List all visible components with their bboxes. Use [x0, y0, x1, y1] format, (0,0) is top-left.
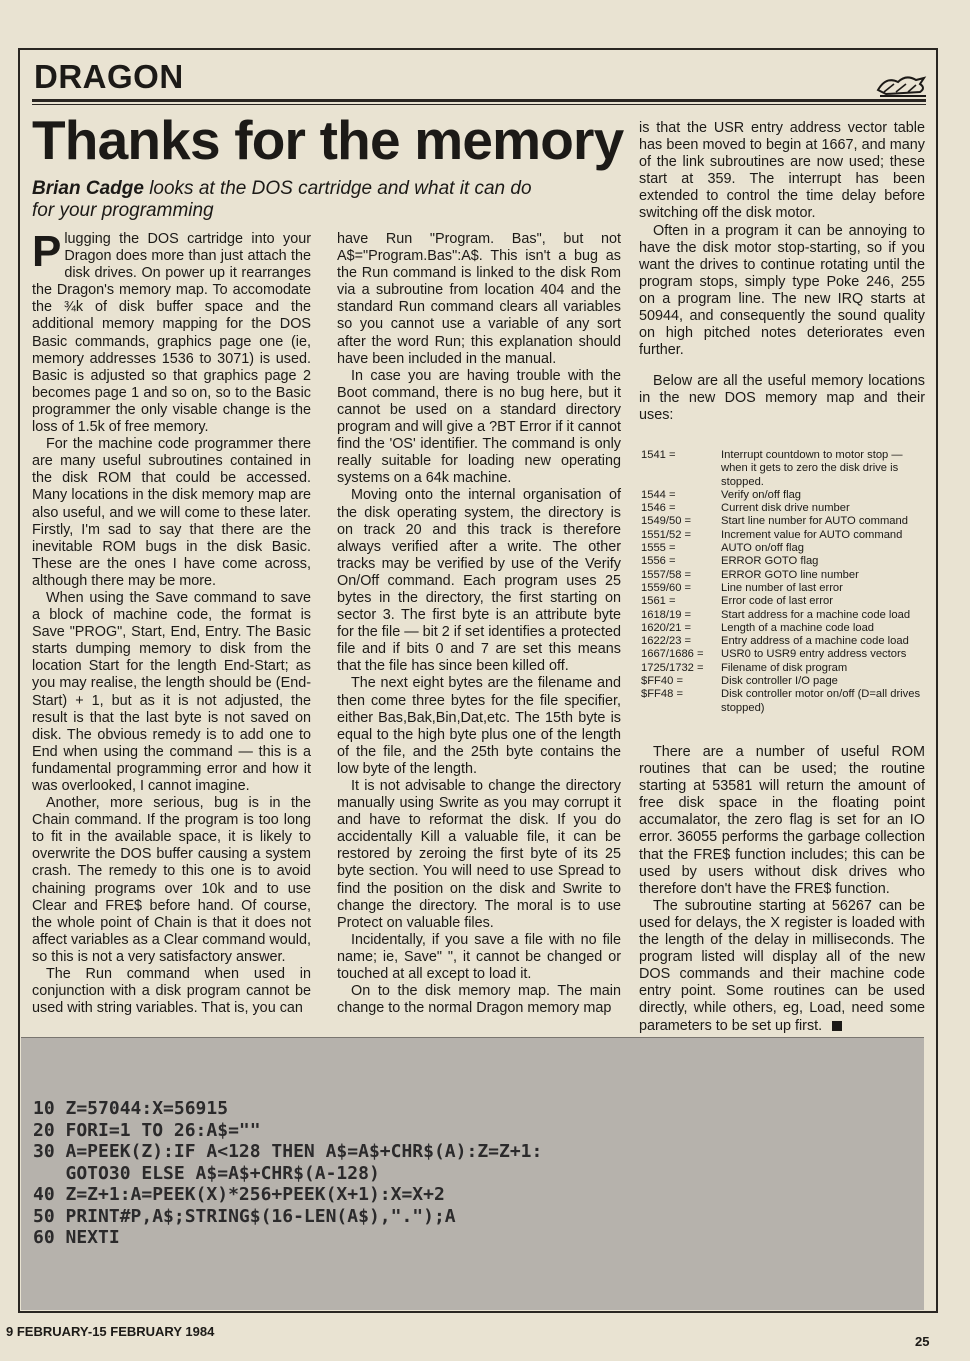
memory-description: Filename of disk program [721, 661, 848, 674]
memory-map-row [641, 662, 925, 675]
paragraph: There are a number of useful ROM routines that can be used; the routine starting at 53581 will return the amount of free disk space in the floating point accumalator, the zero flag is set for an IO error. 36055 performs the garbage collection that the FRE$ function includes; this can be used by users without disk drives who therefore don't have the FRE$ function. [639, 744, 925, 897]
header-rule [32, 99, 926, 102]
code-line: 30 A=PEEK(Z):IF A<128 THEN A$=A$+CHR$(A):Z=Z+1: [33, 1141, 543, 1162]
issue-date: 9 FEBRUARY-15 FEBRUARY 1984 [6, 1324, 215, 1339]
paragraph: Often in a program it can be annoying to have the disk motor stop-starting, so if you want the drives to continue rotating until the program stops, simply type Poke 246, 255 on a program line. The new IRQ starts at 50944, and consequently the sound quality on high pitched notes deteriorates even further. [639, 222, 925, 359]
memory-description: Verify on/off flag [721, 488, 802, 501]
paragraph: Moving onto the internal organisation of the disk operating system, the directory is on track 20 and this track is therefore always verified after a write. The other tracks may be verified by use of the Verify On/Off command. Each program uses 25 bytes in the directory, the first starting on sector 3. The first byte is an attribute byte for the file — bit 2 if set identifies a protected file and if bits 0 and 7 are set this means that the file has since been killed off. [337, 487, 621, 675]
memory-description: Start address for a machine code load [721, 608, 911, 621]
memory-description: Line number of last error [721, 581, 843, 594]
memory-description: ERROR GOTO flag [721, 555, 819, 568]
code-line: GOTO30 ELSE A$=A$+CHR$(A-128) [33, 1162, 380, 1184]
memory-address: 1544 = [641, 488, 676, 501]
paragraph: When using the Save command to save a block of machine code, the format is Save "PROG", Start, End, Entry. The Basic starts dumping memory to disk from the location Start for the length End-Start; as you may realise, the length should be (End-Start) + 1, but as it is not adjusted, the result is that the last byte is not saved on disk. The obvious remedy is to add one to End when using the command — this is a fundamental programming error and how it was overlooked, I cannot imagine. [32, 589, 311, 794]
paragraph: The Run command when used in conjunction with a disk program cannot be used with string variables. That is, you can [32, 966, 311, 1017]
standfirst [32, 178, 532, 222]
paragraph: For the machine code programmer there are many useful subroutines contained in the disk ROM that could be accessed. Many locations in the disk memory map are also useful, and we will come to these later. Firstly, I'm sad to say that there are the inevitable ROM bugs in the disk Basic. These are the ones I have come across, although there may be more. [32, 436, 311, 589]
memory-map-row [641, 542, 925, 555]
memory-map-table [641, 449, 925, 715]
author-name: Brian Cadge [32, 178, 144, 199]
memory-address: 1620/21 = [641, 621, 692, 634]
memory-address: 1559/60 = [641, 581, 692, 594]
article-column-2 [337, 231, 621, 1017]
memory-address: 1561 = [641, 595, 676, 608]
standfirst-text: looks at the DOS cartridge and what it can do for your programming [32, 178, 532, 221]
memory-map-row [641, 449, 925, 489]
paragraph [639, 898, 925, 1035]
memory-address: $FF48 = [641, 688, 683, 701]
memory-map-row [641, 635, 925, 648]
paragraph: Another, more serious, bug is in the Chain command. If the program is too long to fit in the available space, it is likely to overwrite the DOS buffer causing a system crash. The remedy to this one is to avoid chaining programs over 10k and to use Clear and FRE$ before hand. Of course, the whole point of Chain is that it does not affect variables as a Clear command would, so this is not a very satisfactory answer. [32, 795, 311, 965]
memory-map-row [641, 489, 925, 502]
drop-cap: P [32, 227, 62, 276]
memory-address: 1618/19 = [641, 608, 692, 621]
header-rule-thin [32, 104, 926, 105]
memory-description: Length of a machine code load [721, 621, 875, 634]
memory-address: 1546 = [641, 502, 676, 515]
paragraph-text: The subroutine starting at 56267 can be used for delays, the X register is loaded with the length of the delay in milliseconds. The program listed will display all of the new DOS commands and their machine code entry point. Some routines can be used directly, while others, eg, Load, need some parameters to be set up first. [639, 897, 925, 1034]
code-line: 20 FORI=1 TO 26:A$="" [33, 1119, 261, 1141]
memory-map-row [641, 555, 925, 568]
article-column-3-top [639, 120, 925, 359]
memory-address: 1557/58 = [641, 568, 692, 581]
memory-address: 1541 = [641, 449, 676, 461]
program-listing [33, 1098, 542, 1249]
headline: Thanks for the memory [32, 109, 624, 171]
memory-map-row [641, 609, 925, 622]
memory-description: Start line number for AUTO command [721, 515, 908, 528]
memory-address: $FF40 = [641, 675, 683, 688]
section-title: DRAGON [34, 58, 184, 95]
memory-description: ERROR GOTO line number [721, 568, 859, 581]
article-column-3-bottom [639, 744, 925, 1035]
memory-description: Disk controller I/O page [721, 675, 838, 688]
memory-map-row [641, 515, 925, 528]
memory-description: Interrupt countdown to motor stop — when it gets to zero the disk drive is stopped. [721, 449, 903, 488]
memory-map-row [641, 569, 925, 582]
dragon-logo-icon [876, 72, 928, 98]
code-line: 60 NEXTI [33, 1227, 120, 1248]
memory-description: Entry address of a machine code load [721, 635, 909, 648]
memory-map-row [641, 648, 925, 661]
paragraph: On to the disk memory map. The main change to the normal Dragon memory map [337, 983, 621, 1017]
memory-map-row [641, 502, 925, 515]
memory-description: USR0 to USR9 entry address vectors [721, 648, 907, 661]
end-of-article-mark [832, 1021, 842, 1031]
memory-address: 1551/52 = [641, 528, 692, 541]
memory-description: Increment value for AUTO command [721, 528, 903, 541]
paragraph: In case you are having trouble with the Boot command, there is no bug here, but it cannot be used on a standard directory program and will give a ?BT Error if it cannot find the 'OS' identifier. The command is only really suitable for loading new operating systems on a 64k machine. [337, 367, 621, 487]
paragraph-text: lugging the DOS cartridge into your Dragon does more than just attach the disk drives. On power up it rearranges the Dragon's memory map. To accomodate the ¾k of disk buffer space and the additional memory mapping for the DOS Basic commands, graphics page one (ie, memory addresses 1536 to 3071) is used. Basic is adjusted so that graphics page 2 becomes page 1 and so on, so to the Basic programmer the only visable change is the loss of 1.5k of free memory. [32, 231, 311, 436]
memory-map-row [641, 582, 925, 595]
page-number: 25 [915, 1334, 930, 1349]
memory-map-row [641, 529, 925, 542]
paragraph: It is not advisable to change the directory manually using Swrite as you may corrupt it and have to reformat the disk. If you do accidentally Kill a valuable file, it can be restored by zeroing the first byte of its 25 byte section. You will need to use Spread to find the position on the disk and Swrite to change the directory. The moral is to use Protect on valuable files. [337, 778, 621, 931]
memory-description: Disk controller motor on/off (D=all drives stopped) [721, 688, 921, 714]
memory-description: Error code of last error [721, 595, 833, 608]
paragraph: The next eight bytes are the filename and then come three bytes for the file specifier, either Bas,Bak,Bin,Dat,etc. The 15th byte is equal to the high byte plus one of the length of the file, and the 25th byte contains the low byte of the length. [337, 675, 621, 777]
memory-address: 1667/1686 = [641, 648, 704, 661]
memory-address: 1725/1732 = [641, 661, 704, 674]
memory-address: 1622/23 = [641, 635, 692, 648]
article-column-1 [32, 227, 311, 1017]
paragraph: Below are all the useful memory locations in the new DOS memory map and their uses: [639, 373, 925, 424]
code-line: 40 Z=Z+1:A=PEEK(X)*256+PEEK(X+1):X=X+2 [33, 1184, 445, 1205]
paragraph [32, 227, 311, 436]
memory-address: 1556 = [641, 555, 676, 568]
paragraph: have Run "Program. Bas", but not A$="Program.Bas":A$. This isn't a bug as the Run command is linked to the disk Rom via a subroutine from location 404 and the standard Run command clears all variables so you cannot use a variable of any sort after the word Run; this explanation should have been included in the manual. [337, 231, 621, 367]
memory-description: Current disk drive number [721, 502, 850, 515]
memory-address: 1555 = [641, 542, 676, 555]
code-line: 10 Z=57044:X=56915 [33, 1098, 229, 1119]
memory-map-row [641, 622, 925, 635]
paragraph: Incidentally, if you save a file with no file name; ie, Save" ", it cannot be changed or touched at all except to load it. [337, 931, 621, 983]
memory-map-row [641, 688, 925, 715]
paragraph: is that the USR entry address vector table has been moved to begin at 1667, and many of the link subroutines are now used; these start at 359. The interrupt has been extended to control the time delay before switching off the disk motor. [639, 120, 925, 222]
memory-map-row [641, 675, 925, 688]
memory-map-row [641, 595, 925, 608]
article-column-3-intro [639, 373, 925, 424]
code-line: 50 PRINT#P,A$;STRING$(16-LEN(A$),".");A [33, 1205, 456, 1227]
memory-description: AUTO on/off flag [721, 542, 804, 555]
memory-address: 1549/50 = [641, 515, 692, 528]
